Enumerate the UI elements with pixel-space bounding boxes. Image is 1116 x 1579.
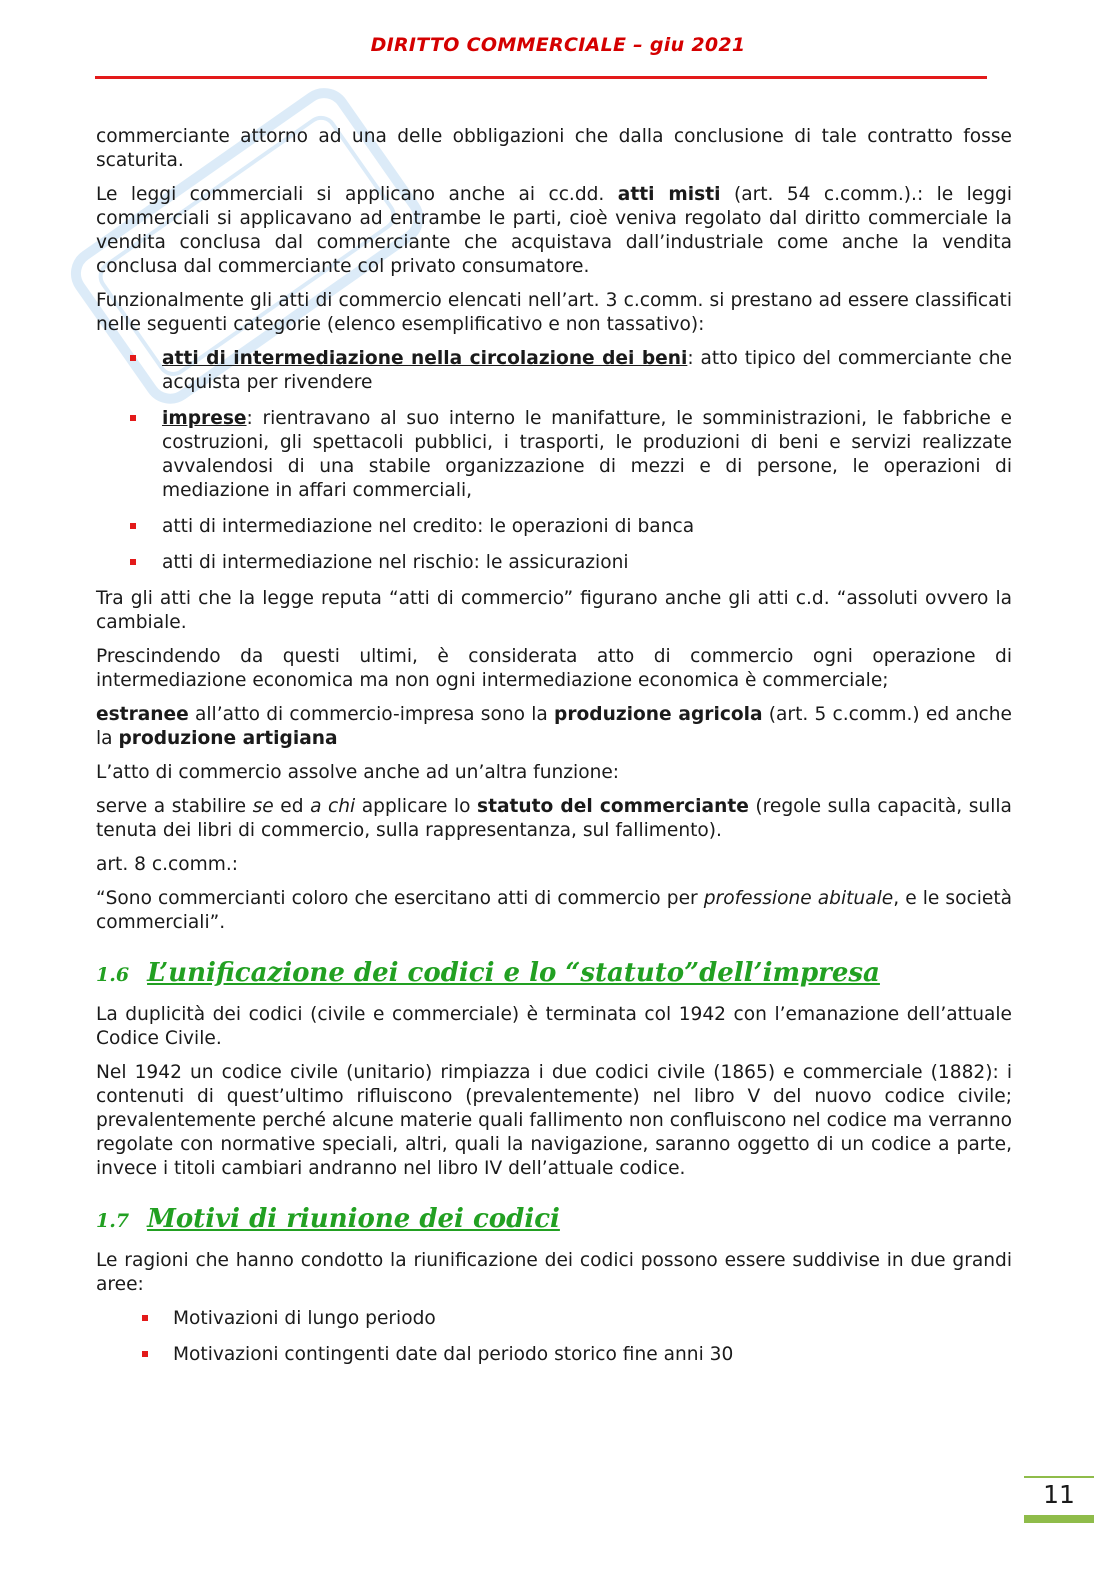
paragraph: estranee all’atto di commercio-impresa sono la produzione agricola (art. 5 c.comm.) ed anche la produzione artigiana — [96, 704, 1012, 749]
paragraph: art. 8 c.comm.: — [96, 854, 239, 875]
bullet-icon — [130, 355, 136, 361]
paragraph: Prescindendo da questi ultimi, è considerata atto di commercio ogni operazione di intermediazione economica ma non ogni intermediazione economica è commerciale; — [96, 646, 1012, 691]
paragraph: commerciante attorno ad una delle obbligazioni che dalla conclusione di tale contratto fosse scaturita. — [96, 126, 1012, 171]
paragraph: serve a stabilire se ed a chi applicare lo statuto del commerciante (regole sulla capacità, sulla tenuta dei libri di commercio, sulla rappresentanza, sul fallimento). — [96, 796, 1012, 841]
page-content — [96, 125, 1012, 1379]
section-heading-1-6: 1.6 L’unificazione dei codici e lo “statuto”dell’impresa — [96, 958, 880, 988]
section-heading-1-7: 1.7 Motivi di riunione dei codici — [96, 1204, 560, 1234]
paragraph: L’atto di commercio assolve anche ad un’altra funzione: — [96, 762, 620, 783]
bullet-icon — [130, 523, 136, 529]
paragraph: Le ragioni che hanno condotto la riunificazione dei codici possono essere suddivise in due grandi aree: — [96, 1250, 1012, 1295]
reasons-list — [96, 1307, 1012, 1367]
bullet-icon — [130, 559, 136, 565]
list-item: atti di intermediazione nella circolazione dei beni: atto tipico del commerciante che acquista per rivendere — [96, 347, 1012, 395]
list-item: atti di intermediazione nel credito: le operazioni di banca — [96, 515, 1012, 539]
list-item: Motivazioni contingenti date dal periodo storico fine anni 30 — [96, 1343, 1012, 1367]
page-number: 11 — [1043, 1480, 1075, 1509]
page-number-bar — [1024, 1515, 1094, 1523]
list-item: atti di intermediazione nel rischio: le assicurazioni — [96, 551, 1012, 575]
paragraph: Tra gli atti che la legge reputa “atti di commercio” figurano anche gli atti c.d. “assoluti ovvero la cambiale. — [96, 588, 1012, 633]
category-list — [96, 347, 1012, 575]
paragraph: Nel 1942 un codice civile (unitario) rimpiazza i due codici civile (1865) e commerciale (1882): i contenuti di quest’ultimo rifluiscono (prevalentemente) nel libro V del nuovo codice civile; prevalentemente perché alcune materie quali fallimento non confluiscono nel codice ma verranno regolate con normative speciali, altri, quali la navigazione, saranno oggetto di un codice a parte, invece i titoli cambiari andranno nel libro IV dell’attuale codice. — [96, 1062, 1012, 1179]
header-title: DIRITTO COMMERCIALE – giu 2021 — [370, 34, 746, 56]
paragraph: Funzionalmente gli atti di commercio elencati nell’art. 3 c.comm. si prestano ad essere classificati nelle seguenti categorie (elenco esemplificativo e non tassativo): — [96, 290, 1012, 335]
list-item: Motivazioni di lungo periodo — [96, 1307, 1012, 1331]
paragraph: La duplicità dei codici (civile e commerciale) è terminata col 1942 con l’emanazione dell’attuale Codice Civile. — [96, 1004, 1012, 1049]
page-header — [0, 34, 1116, 56]
bullet-icon — [130, 415, 136, 421]
page-number-rule — [1024, 1476, 1094, 1478]
paragraph: Le leggi commerciali si applicano anche ai cc.dd. atti misti (art. 54 c.comm.).: le leggi commerciali si applicavano ad entrambe le parti, cioè veniva regolato dal diritto commerciale la vendita conclusa dal commerciante che acquistava dall’industriale come anche la vendita conclusa dal commerciante col privato consumatore. — [96, 184, 1013, 277]
bullet-icon — [142, 1351, 148, 1357]
paragraph: “Sono commercianti coloro che esercitano atti di commercio per professione abituale, e le società commerciali”. — [96, 888, 1012, 933]
bullet-icon — [142, 1315, 148, 1321]
list-item: imprese: rientravano al suo interno le manifatture, le somministrazioni, le fabbriche e costruzioni, gli spettacoli pubblici, i trasporti, le produzioni di beni e servizi realizzate avvalendosi di una stabile organizzazione di mezzi e di persone, le operazioni di mediazione in affari commerciali, — [96, 407, 1012, 503]
bold-term: atti misti — [617, 184, 721, 205]
header-rule — [95, 76, 987, 79]
